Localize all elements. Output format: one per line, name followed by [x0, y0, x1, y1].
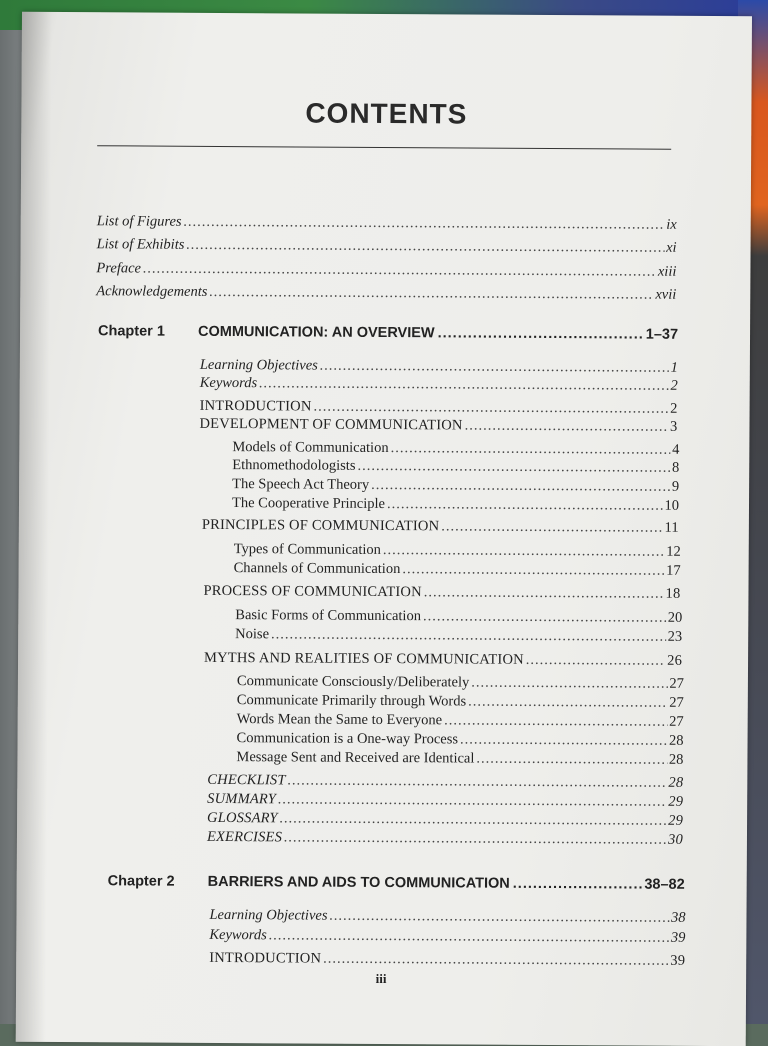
- toc-subentry[interactable]: The Speech Act Theory ..... 9: [232, 475, 679, 496]
- leader-dots: [438, 325, 643, 342]
- leader-dots: [460, 730, 667, 749]
- chapter-title: COMMUNICATION: AN OVERVIEW: [198, 323, 435, 342]
- toc-entry[interactable]: PROCESS OF COMMUNICATION ..... 18: [203, 582, 680, 603]
- leader-dots: [280, 809, 667, 829]
- toc-subentry[interactable]: Message Sent and Received are Identical ..... 28: [236, 748, 683, 769]
- leader-dots: [441, 517, 662, 536]
- leader-dots: [271, 625, 666, 645]
- toc-subentry[interactable]: The Cooperative Principle ..... 10: [232, 494, 679, 515]
- toc-subentry[interactable]: Communication is a One-way Process ..... 28: [237, 729, 684, 750]
- page-gutter-shadow: [16, 12, 52, 1042]
- leader-dots: [269, 926, 669, 946]
- leader-dots: [513, 876, 642, 893]
- toc-subentry[interactable]: Models of Communication ..... 4: [232, 438, 679, 459]
- toc-entry[interactable]: MYTHS AND REALITIES OF COMMUNICATION ..... 26: [204, 649, 682, 670]
- chapter-heading[interactable]: [98, 323, 678, 343]
- chapter-pages: 38–82: [644, 876, 685, 893]
- toc-entry[interactable]: CHECKLIST ..... 28: [207, 771, 683, 792]
- toc-subentry[interactable]: Basic Forms of Communication ..... 20: [235, 606, 682, 627]
- toc-entry[interactable]: Learning Objectives ..... 1: [200, 356, 678, 377]
- toc-entry[interactable]: Keywords ..... 2: [200, 374, 678, 395]
- toc-entry[interactable]: PRINCIPLES OF COMMUNICATION ..... 11: [202, 516, 679, 537]
- title-rule: [97, 145, 671, 150]
- leader-dots: [320, 357, 669, 377]
- toc-entry-front[interactable]: List of Figures ..... ix: [97, 212, 677, 234]
- toc-subentry[interactable]: Types of Communication ..... 12: [234, 540, 681, 561]
- leader-dots: [444, 711, 667, 730]
- leader-dots: [357, 457, 670, 477]
- toc-entry[interactable]: INTRODUCTION ..... 39: [209, 949, 685, 970]
- toc-entry[interactable]: EXERCISES ..... 30: [207, 828, 683, 849]
- leader-dots: [329, 907, 669, 927]
- leader-dots: [468, 693, 667, 712]
- leader-dots: [526, 651, 665, 670]
- chapter-pages: 1–37: [645, 326, 679, 343]
- page-title: CONTENTS: [305, 97, 468, 130]
- leader-dots: [184, 213, 665, 234]
- toc-subentry[interactable]: Communicate Primarily through Words ..... 27: [237, 691, 684, 712]
- chapter-heading[interactable]: [108, 873, 685, 893]
- toc-subentry[interactable]: Communicate Consciously/Deliberately ..... 27: [237, 672, 684, 693]
- leader-dots: [284, 828, 666, 848]
- leader-dots: [383, 541, 664, 561]
- toc-entry[interactable]: INTRODUCTION ..... 2: [200, 397, 678, 418]
- toc-entry[interactable]: DEVELOPMENT OF COMMUNICATION ..... 3: [199, 415, 677, 436]
- leader-dots: [476, 750, 667, 769]
- leader-dots: [471, 674, 667, 693]
- leader-dots: [387, 495, 663, 515]
- leader-dots: [288, 771, 667, 791]
- toc-entry-front[interactable]: Preface ..... xiii: [96, 259, 676, 281]
- leader-dots: [371, 476, 670, 496]
- toc-entry[interactable]: GLOSSARY ..... 29: [207, 809, 683, 830]
- toc-subentry[interactable]: Words Mean the Same to Everyone ..... 27: [237, 710, 684, 731]
- leader-dots: [278, 790, 666, 810]
- leader-dots: [423, 607, 666, 626]
- leader-dots: [465, 416, 669, 435]
- page-folio: iii: [375, 970, 387, 987]
- leader-dots: [313, 398, 668, 418]
- toc-subentry[interactable]: Ethnomethodologists ..... 8: [232, 456, 679, 477]
- book-page: [16, 12, 752, 1046]
- toc-entry[interactable]: Learning Objectives ..... 38: [209, 906, 685, 927]
- leader-dots: [143, 260, 656, 281]
- chapter-title: BARRIERS AND AIDS TO COMMUNICATION: [207, 873, 510, 892]
- leader-dots: [209, 283, 653, 304]
- toc-subentry[interactable]: Noise ..... 23: [235, 625, 682, 646]
- leader-dots: [186, 236, 664, 257]
- chapter-label: Chapter 1: [98, 323, 165, 340]
- leader-dots: [259, 374, 668, 394]
- toc-entry[interactable]: SUMMARY ..... 29: [207, 790, 683, 811]
- toc-subentry[interactable]: Channels of Communication ..... 17: [234, 559, 681, 580]
- chapter-label: Chapter 2: [107, 873, 175, 890]
- leader-dots: [424, 583, 664, 602]
- toc-entry-front[interactable]: Acknowledgements ..... xvii: [96, 282, 676, 304]
- toc-entry-front[interactable]: List of Exhibits ..... xi: [97, 235, 677, 257]
- leader-dots: [402, 560, 664, 580]
- leader-dots: [391, 439, 671, 459]
- leader-dots: [323, 950, 668, 970]
- toc-entry[interactable]: Keywords ..... 39: [209, 926, 685, 947]
